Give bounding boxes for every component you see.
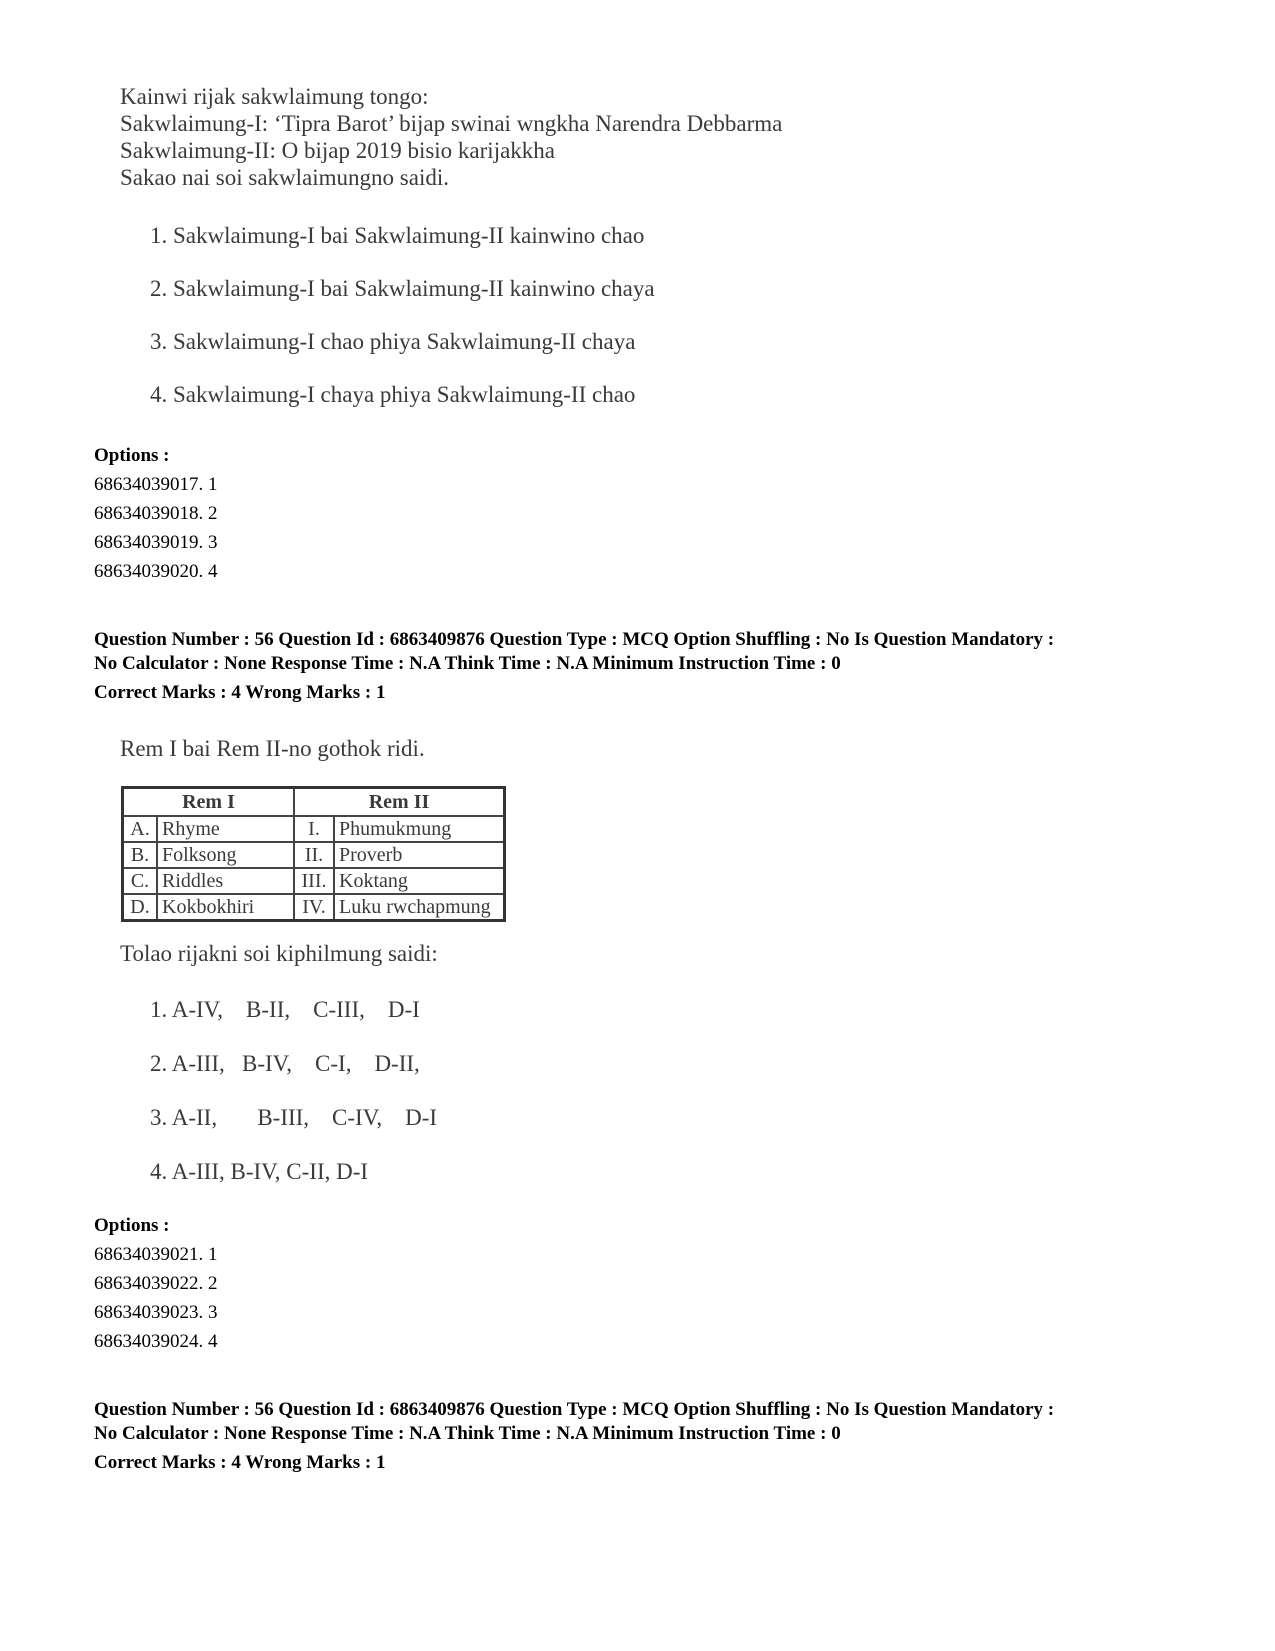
option-item: 68634039024. 4 [94,1331,218,1352]
option-item: 68634039020. 4 [94,561,218,582]
question-meta-line: No Calculator : None Response Time : N.A Think Time : N.A Minimum Instruction Time : 0 [94,1423,841,1444]
table-cell: III. [294,868,334,894]
question-meta-line: No Calculator : None Response Time : N.A Think Time : N.A Minimum Instruction Time : 0 [94,653,841,674]
q56-meta [94,628,1054,705]
table-header-col1: Rem I [123,788,295,817]
option-item: 68634039017. 1 [94,474,218,495]
table-cell: D. [123,894,158,921]
table-row [123,868,505,894]
table-cell: Koktang [334,868,505,894]
table-cell: Kokbokhiri [157,894,294,921]
option-item: 68634039019. 3 [94,532,218,553]
table-cell: C. [123,868,158,894]
table-cell: Riddles [157,868,294,894]
table-cell: II. [294,842,334,868]
table-cell: B. [123,842,158,868]
table-header-col2: Rem II [294,788,505,817]
instruction-text: Rem I bai Rem II-no gothok ridi. [120,736,425,761]
option-item: 68634039018. 2 [94,503,218,524]
table-cell: A. [123,816,158,842]
q55-stem-line: Sakwlaimung-II: O bijap 2019 bisio karijakkha [120,138,556,163]
q55-choice: 3. Sakwlaimung-I chao phiya Sakwlaimung-II chaya [150,329,636,354]
match-table [121,786,506,922]
q55-stem-line: Sakwlaimung-I: ‘Tipra Barot’ bijap swinai wngkha Narendra Debbarma [120,111,783,136]
prompt-text: Tolao rijakni soi kiphilmung saidi: [120,941,438,966]
q55-choice: 4. Sakwlaimung-I chaya phiya Sakwlaimung-II chao [150,382,636,407]
table-row [123,842,505,868]
table-cell: Phumukmung [334,816,505,842]
q55-stem-line: Kainwi rijak sakwlaimung tongo: [120,84,429,109]
q56-prompt [120,940,438,967]
table-row [123,816,505,842]
q56-choice: 3. A-II, B-III, C-IV, D-I [150,1105,438,1130]
q55-stem-line: Sakao nai soi sakwlaimungno saidi. [120,165,449,190]
table-cell: IV. [294,894,334,921]
q57-meta [94,1398,1054,1475]
q55-choice: 2. Sakwlaimung-I bai Sakwlaimung-II kainwino chaya [150,276,655,301]
table-row [123,894,505,921]
q55-stem [120,83,782,191]
table-cell: Proverb [334,842,505,868]
table-cell: Rhyme [157,816,294,842]
question-marks: Correct Marks : 4 Wrong Marks : 1 [94,682,386,703]
q56-choice: 2. A-III, B-IV, C-I, D-II, [150,1051,420,1076]
question-meta-line: Question Number : 56 Question Id : 6863409876 Question Type : MCQ Option Shuffling : No Is Question Mandatory : [94,629,1055,650]
options-heading: Options : [94,1215,170,1236]
q56-instruction [120,735,425,762]
q56-choice: 4. A-III, B-IV, C-II, D-I [150,1159,369,1184]
table-header-row [123,788,505,817]
q55-choice: 1. Sakwlaimung-I bai Sakwlaimung-II kainwino chao [150,223,645,248]
q55-options [94,441,218,586]
question-meta-line: Question Number : 56 Question Id : 6863409876 Question Type : MCQ Option Shuffling : No Is Question Mandatory : [94,1399,1055,1420]
option-item: 68634039022. 2 [94,1273,218,1294]
options-heading: Options : [94,445,170,466]
q56-choice: 1. A-IV, B-II, C-III, D-I [150,997,420,1022]
table-cell: Luku rwchapmung [334,894,505,921]
table-cell: Folksong [157,842,294,868]
option-item: 68634039023. 3 [94,1302,218,1323]
q56-choices [150,996,438,1184]
option-item: 68634039021. 1 [94,1244,218,1265]
table-cell: I. [294,816,334,842]
q56-options [94,1211,218,1356]
question-marks: Correct Marks : 4 Wrong Marks : 1 [94,1452,386,1473]
